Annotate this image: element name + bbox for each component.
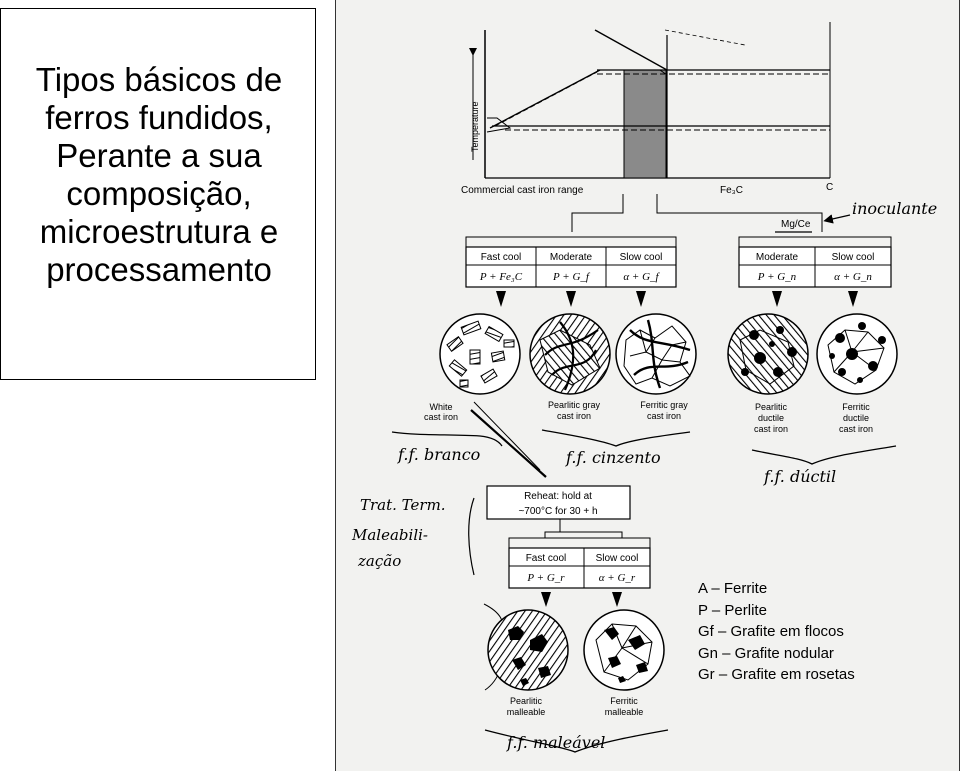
title-line: processamento xyxy=(46,251,272,288)
equation-pearlitic-malleable: P + G_r xyxy=(527,572,565,584)
title-line: microestrutura e xyxy=(39,213,279,250)
label-white-2: cast iron xyxy=(423,412,459,422)
legend xyxy=(698,578,855,686)
equation-ferritic-ductile: α + G_n xyxy=(834,271,872,283)
equation-pearlitic-gray: P + G_f xyxy=(553,271,589,283)
x-range-label: Commercial cast iron range xyxy=(461,185,584,196)
label-ferritic-ductile-3: cast iron xyxy=(838,424,874,434)
header-fast-cool-malleable: Fast cool xyxy=(525,553,567,564)
header-fast-cool: Fast cool xyxy=(480,252,522,263)
legend-item: Gf – Grafite em flocos xyxy=(698,623,844,640)
label-pearlitic-gray: Pearlitic gray xyxy=(547,400,601,410)
title-line: Perante a sua xyxy=(56,137,262,174)
label-ferritic-gray: Ferritic gray xyxy=(640,400,688,410)
ff-ductil: f.f. dúctil xyxy=(764,467,837,486)
malleable-table xyxy=(509,538,650,607)
reheat-box xyxy=(487,486,630,538)
title-line: composição, xyxy=(66,175,252,212)
micrograph-white xyxy=(440,314,520,394)
micrograph-ferritic-ductile xyxy=(817,314,897,394)
micrograph-pearlitic-malleable xyxy=(488,610,568,690)
temperature-label: Temperature xyxy=(470,101,480,152)
label-white: White xyxy=(429,402,453,412)
header-slow-cool-ductile: Slow cool xyxy=(831,252,875,263)
reheat-line-2: ~700°C for 30 + h xyxy=(518,506,598,517)
label-ferritic-ductile: Ferritic xyxy=(842,402,870,412)
header-slow-cool: Slow cool xyxy=(619,252,663,263)
label-ferritic-gray-2: cast iron xyxy=(646,411,682,421)
ff-maleavel: f.f. maleável xyxy=(507,733,606,752)
micrograph-pearlitic-gray xyxy=(530,314,610,394)
label-pearlitic-malleable-2: malleable xyxy=(506,707,546,717)
gray-white-table xyxy=(466,237,676,307)
title-line: ferros fundidos, xyxy=(45,99,273,136)
liquidus-dashed xyxy=(495,72,597,126)
title-line: Tipos básicos de xyxy=(35,61,283,98)
phase-diagram xyxy=(461,22,833,196)
label-ferritic-ductile-2: ductile xyxy=(842,413,870,423)
maleabili: Maleabili- xyxy=(352,526,428,544)
hypereutectic-line xyxy=(595,30,667,70)
ff-branco: f.f. branco xyxy=(398,445,481,464)
zacao: zação xyxy=(358,552,402,570)
trat-term: Trat. Term. xyxy=(360,496,446,514)
equation-ferritic-gray: α + G_f xyxy=(623,271,659,283)
header-slow-cool-malleable: Slow cool xyxy=(595,553,639,564)
c-label: C xyxy=(826,182,834,193)
label-pearlitic-ductile: Pearlitic xyxy=(754,402,788,412)
fe3c-label: Fe₃C xyxy=(720,185,743,196)
micrograph-ferritic-malleable xyxy=(584,610,664,690)
inoculante-handwritten: inoculante xyxy=(852,199,938,218)
ff-cinzento: f.f. cinzento xyxy=(566,448,661,467)
header-moderate-ductile: Moderate xyxy=(755,252,799,263)
legend-item: Gr – Grafite em rosetas xyxy=(698,666,855,683)
label-pearlitic-ductile-3: cast iron xyxy=(753,424,789,434)
equation-pearlitic-ductile: P + G_n xyxy=(757,271,797,283)
commercial-range-shade xyxy=(624,70,666,178)
legend-item: A – Ferrite xyxy=(698,580,768,597)
reheat-line-1: Reheat: hold at xyxy=(524,491,592,502)
equation-ferritic-malleable: α + G_r xyxy=(598,572,636,584)
label-pearlitic-ductile-2: ductile xyxy=(757,413,785,423)
micrograph-pearlitic-ductile xyxy=(728,314,808,394)
header-moderate: Moderate xyxy=(549,252,593,263)
micrograph-ferritic-gray xyxy=(616,314,696,394)
inoculant-annotation xyxy=(775,199,937,232)
legend-item: Gn – Grafite nodular xyxy=(698,644,834,662)
upper-dashed xyxy=(665,30,745,45)
label-ferritic-malleable: Ferritic xyxy=(610,696,638,706)
label-pearlitic-gray-2: cast iron xyxy=(556,411,592,421)
ductile-table xyxy=(739,237,891,307)
mg-ce-label: Mg/Ce xyxy=(781,219,811,230)
legend-item: P – Perlite xyxy=(698,601,767,619)
label-pearlitic-malleable: Pearlitic xyxy=(509,696,543,706)
equation-white: P + Fe₃C xyxy=(479,271,523,283)
label-ferritic-malleable-2: malleable xyxy=(604,707,644,717)
